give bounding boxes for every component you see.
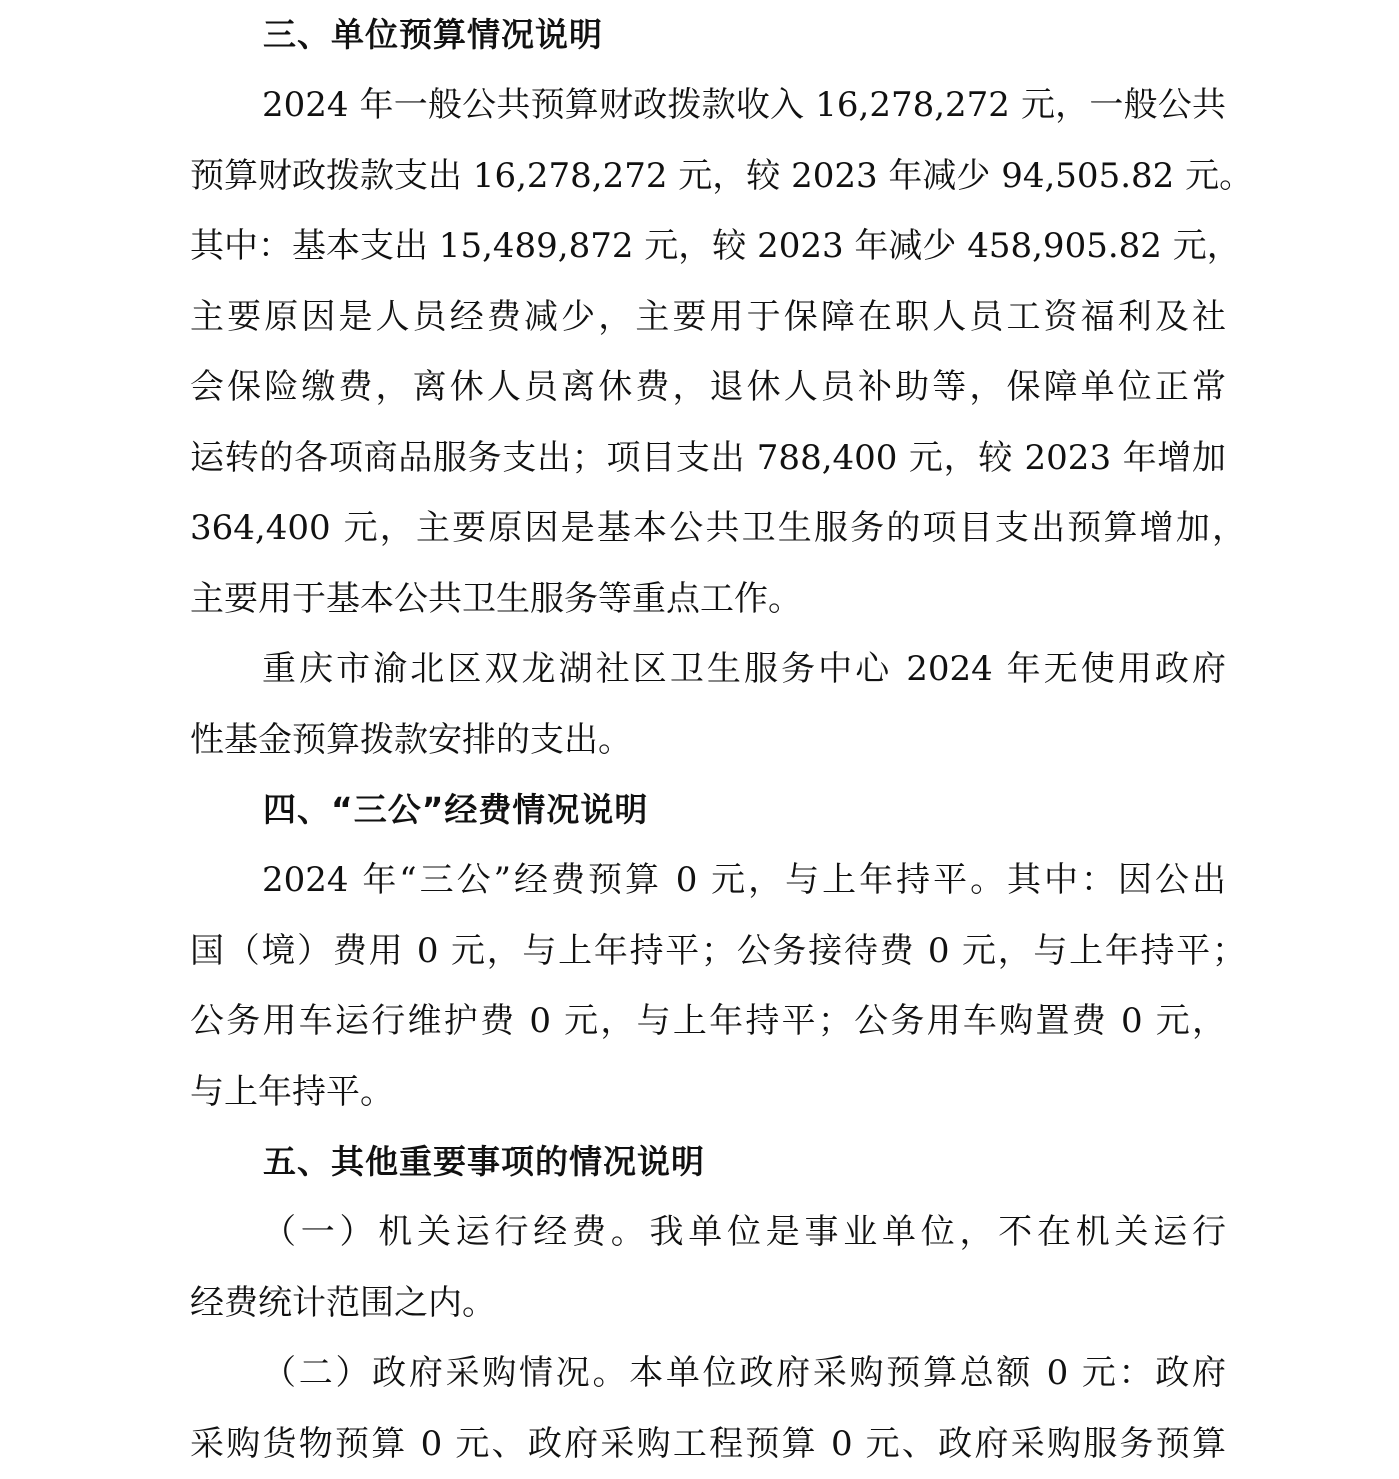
paragraph-line: 与上年持平。 bbox=[190, 1057, 1226, 1128]
paragraph-line: 重庆市渝北区双龙湖社区卫生服务中心 2024 年无使用政府 bbox=[190, 634, 1226, 705]
paragraph-operating-expenses bbox=[190, 1197, 1230, 1338]
paragraph-line: 其中：基本支出 15,489,872 元，较 2023 年减少 458,905.82 元， bbox=[190, 211, 1226, 282]
paragraph-line: 2024 年一般公共预算财政拨款收入 16,278,272 元，一般公共 bbox=[190, 70, 1226, 141]
paragraph-line: 2024 年“三公”经费预算 0 元，与上年持平。其中：因公出 bbox=[190, 845, 1226, 916]
paragraph-line: 主要用于基本公共卫生服务等重点工作。 bbox=[190, 564, 1226, 635]
section-heading-other-matters: 五、其他重要事项的情况说明 bbox=[190, 1127, 1230, 1197]
paragraph-line: 运转的各项商品服务支出；项目支出 788,400 元，较 2023 年增加 bbox=[190, 423, 1226, 494]
paragraph-three-public-expenses bbox=[190, 845, 1230, 1127]
section-heading-three-public: 四、“三公”经费情况说明 bbox=[190, 775, 1230, 845]
paragraph-line: 公务用车运行维护费 0 元，与上年持平；公务用车购置费 0 元， bbox=[190, 986, 1226, 1057]
section-heading-unit-budget: 三、单位预算情况说明 bbox=[190, 0, 1230, 70]
paragraph-line: （二）政府采购情况。本单位政府采购预算总额 0 元：政府 bbox=[190, 1338, 1226, 1409]
paragraph-line: （一）机关运行经费。我单位是事业单位，不在机关运行 bbox=[190, 1197, 1226, 1268]
paragraph-line: 364,400 元，主要原因是基本公共卫生服务的项目支出预算增加， bbox=[190, 493, 1246, 564]
paragraph-line: 性基金预算拨款安排的支出。 bbox=[190, 705, 1226, 776]
paragraph-government-fund bbox=[190, 634, 1230, 775]
paragraph-line: 预算财政拨款支出 16,278,272 元，较 2023 年减少 94,505.82 元。 bbox=[190, 141, 1226, 212]
paragraph-government-procurement bbox=[190, 1338, 1230, 1479]
paragraph-line: 国（境）费用 0 元，与上年持平；公务接待费 0 元，与上年持平； bbox=[190, 916, 1246, 987]
paragraph-line: 经费统计范围之内。 bbox=[190, 1268, 1226, 1339]
paragraph-general-budget bbox=[190, 70, 1230, 634]
document-page bbox=[190, 0, 1230, 1479]
paragraph-line: 主要原因是人员经费减少，主要用于保障在职人员工资福利及社 bbox=[190, 282, 1226, 353]
paragraph-line: 会保险缴费，离休人员离休费，退休人员补助等，保障单位正常 bbox=[190, 352, 1226, 423]
paragraph-line: 采购货物预算 0 元、政府采购工程预算 0 元、政府采购服务预算 bbox=[190, 1409, 1226, 1479]
